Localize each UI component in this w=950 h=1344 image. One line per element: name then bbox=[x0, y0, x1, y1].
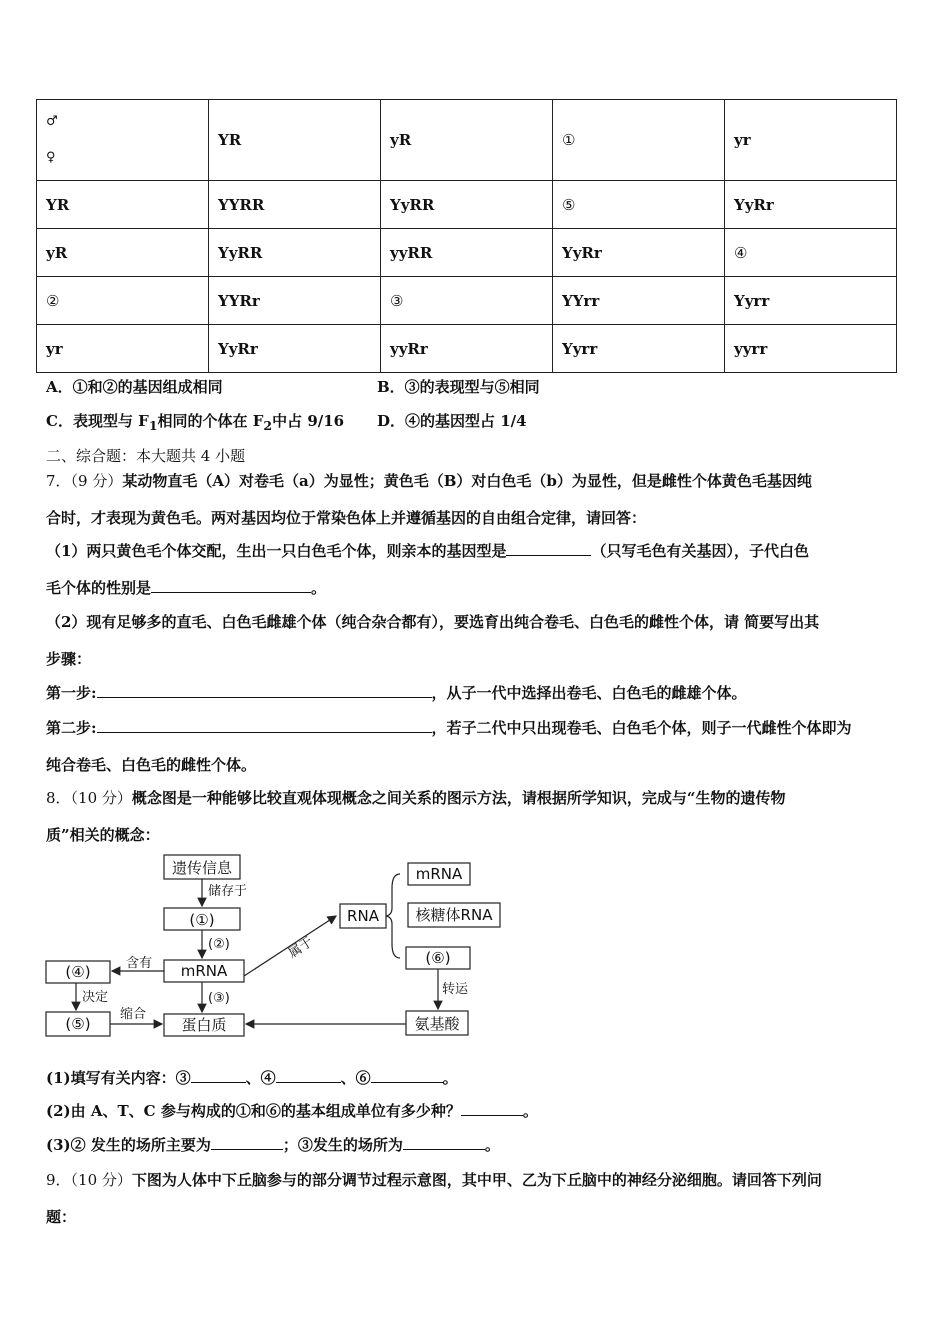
row-label: yr bbox=[37, 325, 209, 373]
table-cell: ⑤ bbox=[553, 181, 725, 229]
option-c-sub2: 2 bbox=[263, 418, 273, 433]
mrna-type-text: mRNA bbox=[415, 865, 463, 883]
option-c[interactable] bbox=[46, 410, 344, 433]
q8-number: 8．（10 分） bbox=[46, 789, 132, 807]
option-b[interactable]: B．③的表现型与⑤相同 bbox=[377, 378, 540, 396]
box-6-text: (⑥) bbox=[425, 949, 451, 967]
table-header-row bbox=[37, 100, 897, 181]
fill1-text: (1)填写有关内容：③ bbox=[46, 1069, 191, 1087]
table-cell: YyRR bbox=[209, 229, 381, 277]
q7-part1-text: 毛个体的性别是 bbox=[46, 579, 152, 597]
answer-blank[interactable] bbox=[97, 718, 432, 733]
table-cell: YyRr bbox=[725, 181, 897, 229]
q8-fill1 bbox=[46, 1067, 458, 1088]
table-cell: YYRr bbox=[209, 277, 381, 325]
option-c-sub1: 1 bbox=[148, 418, 158, 433]
punnett-square-table bbox=[36, 99, 897, 373]
concept-map-diagram bbox=[40, 848, 510, 1044]
col-header-4: yr bbox=[725, 100, 897, 181]
q9-line2: 题： bbox=[46, 1208, 77, 1226]
col-header-3: ① bbox=[553, 100, 725, 181]
fill1-text: 。 bbox=[442, 1069, 458, 1087]
fill2-text: 。 bbox=[522, 1102, 538, 1120]
determines-label: 决定 bbox=[82, 990, 109, 1005]
q7-step2 bbox=[46, 717, 852, 738]
fill3-text: (3)② 发生的场所主要为 bbox=[46, 1136, 211, 1154]
q9-number: 9．（10 分） bbox=[46, 1171, 132, 1189]
table-cell: ④ bbox=[725, 229, 897, 277]
q7-part1-text: 。 bbox=[311, 579, 327, 597]
brace bbox=[386, 874, 400, 958]
table-cell: yyRR bbox=[381, 229, 553, 277]
q8-fill3 bbox=[46, 1134, 500, 1155]
male-symbol: ♂ bbox=[46, 114, 58, 129]
table-row bbox=[37, 325, 897, 373]
answer-blank[interactable] bbox=[371, 1068, 443, 1083]
fill1-text: 、⑥ bbox=[340, 1069, 371, 1087]
q8-fill2 bbox=[46, 1100, 538, 1121]
table-cell: YyRr bbox=[553, 229, 725, 277]
q8-line2: 质”相关的概念： bbox=[46, 826, 160, 844]
answer-blank[interactable] bbox=[461, 1101, 523, 1116]
answer-blank[interactable] bbox=[151, 578, 311, 593]
q7-line1 bbox=[46, 470, 812, 491]
q8-line1 bbox=[46, 787, 786, 808]
fill1-text: 、④ bbox=[245, 1069, 276, 1087]
box-4-text: (④) bbox=[65, 963, 91, 981]
rna-text: RNA bbox=[347, 907, 379, 925]
row-label: yR bbox=[37, 229, 209, 277]
step1-text: ，从子一代中选择出卷毛、白色毛的雌雄个体。 bbox=[431, 684, 747, 702]
table-cell: Yyrr bbox=[725, 277, 897, 325]
amino-acid-text: 氨基酸 bbox=[414, 1015, 460, 1033]
table-cell: yyRr bbox=[381, 325, 553, 373]
table-cell: ③ bbox=[381, 277, 553, 325]
q7-part1-line1 bbox=[46, 540, 809, 561]
answer-blank[interactable] bbox=[191, 1068, 246, 1083]
option-c-text: 中占 9/16 bbox=[272, 412, 345, 430]
fill2-text: (2)由 A、T、C 参与构成的①和⑥的基本组成单位有多少种？ bbox=[46, 1102, 461, 1120]
row-label: ② bbox=[37, 277, 209, 325]
q9-text: 下图为人体中下丘脑参与的部分调节过程示意图，其中甲、乙为下丘脑中的神经分泌细胞。请回答下列问 bbox=[131, 1171, 822, 1189]
row-label: YR bbox=[37, 181, 209, 229]
rrna-text: 核糖体RNA bbox=[415, 906, 493, 924]
option-a[interactable]: A．①和②的基因组成相同 bbox=[46, 378, 223, 396]
label-2: (②) bbox=[208, 937, 230, 952]
option-c-text: 相同的个体在 F bbox=[157, 412, 264, 430]
fill3-text: 。 bbox=[484, 1136, 500, 1154]
box-5-text: (⑤) bbox=[65, 1015, 91, 1033]
answer-blank[interactable] bbox=[97, 683, 432, 698]
belongs-to-label: 属于 bbox=[286, 934, 316, 962]
table-cell: YYRR bbox=[209, 181, 381, 229]
q7-part2-line2: 步骤： bbox=[46, 650, 92, 668]
q7-part1-text: （只写毛色有关基因），子代白色 bbox=[591, 542, 809, 560]
female-symbol: ♀ bbox=[46, 150, 56, 165]
answer-blank[interactable] bbox=[506, 541, 591, 556]
condenses-label: 缩合 bbox=[120, 1007, 147, 1022]
q7-step2-cont: 纯合卷毛、白色毛的雌性个体。 bbox=[46, 756, 257, 774]
col-header-1: YR bbox=[209, 100, 381, 181]
sex-corner-cell bbox=[37, 100, 209, 181]
stored-in-label: 储存于 bbox=[208, 884, 248, 899]
protein-text: 蛋白质 bbox=[181, 1016, 227, 1034]
q8-text: 概念图是一种能够比较直观体现概念之间关系的图示方法，请根据所学知识，完成与“生物的遗传物 bbox=[131, 789, 786, 807]
table-row bbox=[37, 181, 897, 229]
mrna-text: mRNA bbox=[180, 962, 228, 980]
step2-text: ，若子二代中只出现卷毛、白色毛个体，则子一代雌性个体即为 bbox=[431, 719, 852, 737]
q9-line1 bbox=[46, 1169, 822, 1190]
transports-label: 转运 bbox=[442, 982, 469, 997]
answer-blank[interactable] bbox=[403, 1135, 485, 1150]
q7-number: 7．（9 分） bbox=[46, 472, 123, 490]
box-1-text: (①) bbox=[189, 911, 215, 929]
step2-label: 第二步: bbox=[46, 719, 97, 737]
table-cell: YyRr bbox=[209, 325, 381, 373]
answer-blank[interactable] bbox=[211, 1135, 283, 1150]
q7-part1-line2 bbox=[46, 577, 326, 598]
table-row bbox=[37, 229, 897, 277]
q7-text: 某动物直毛（A）对卷毛（a）为显性；黄色毛（B）对白色毛（b）为显性，但是雌性个体黄色毛基因纯 bbox=[122, 472, 812, 490]
q7-line2: 合时，才表现为黄色毛。两对基因均位于常染色体上并遵循基因的自由组合定律，请回答： bbox=[46, 509, 647, 527]
q7-step1 bbox=[46, 682, 747, 703]
table-cell: YyRR bbox=[381, 181, 553, 229]
step1-label: 第一步: bbox=[46, 684, 97, 702]
section-heading: 二、综合题：本大题共 4 小题 bbox=[46, 447, 246, 465]
table-cell: yyrr bbox=[725, 325, 897, 373]
table-cell: Yyrr bbox=[553, 325, 725, 373]
table-row bbox=[37, 277, 897, 325]
label-3: (③) bbox=[208, 991, 230, 1006]
option-c-text: C．表现型与 F bbox=[46, 412, 149, 430]
genetic-info-text: 遗传信息 bbox=[171, 859, 233, 877]
q7-part2-line1: （2）现有足够多的直毛、白色毛雌雄个体（纯合杂合都有），要选育出纯合卷毛、白色毛的雌性个体，请 简要写出其 bbox=[46, 613, 820, 631]
option-d[interactable]: D．④的基因型占 1/4 bbox=[377, 412, 527, 430]
answer-blank[interactable] bbox=[276, 1068, 341, 1083]
q7-part1-text: （1）两只黄色毛个体交配，生出一只白色毛个体，则亲本的基因型是 bbox=[46, 542, 507, 560]
contains-label: 含有 bbox=[126, 956, 153, 971]
fill3-text: ；③发生的场所为 bbox=[282, 1136, 403, 1154]
table-cell: YYrr bbox=[553, 277, 725, 325]
col-header-2: yR bbox=[381, 100, 553, 181]
